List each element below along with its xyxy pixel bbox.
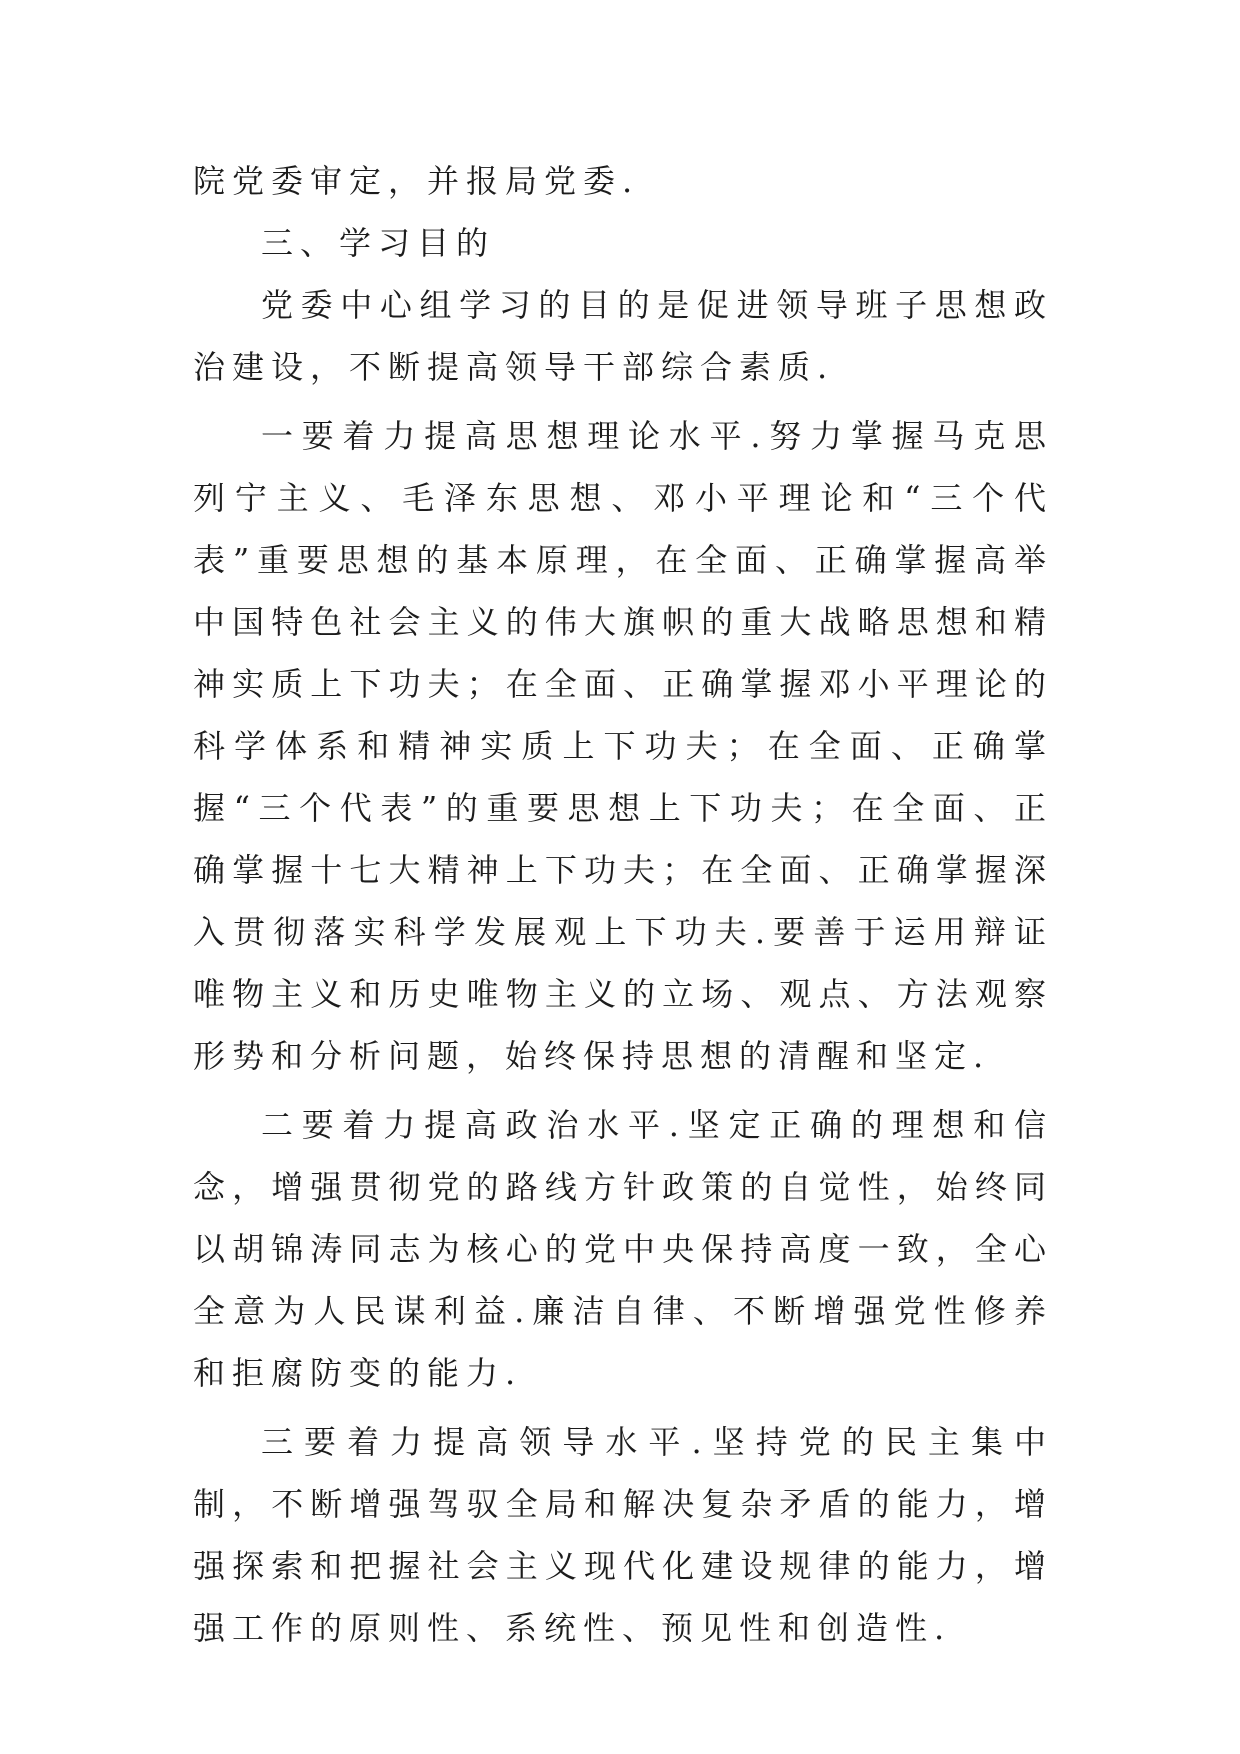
purpose-paragraph: 党委中心组学习的目的是促进领导班子思想政治建设，不断提高领导干部综合素质. [193,286,1053,386]
politics-paragraph: 二要着力提高政治水平.坚定正确的理想和信念，增强贯彻党的路线方针政策的自觉性，始终同以胡锦涛同志为核心的党中央保持高度一致，全心全意为人民谋利益.廉洁自律、不断增强党性修养和拒腐防变的能力. [193,1106,1053,1392]
section-heading: 三、学习目的 [261,224,496,262]
continuation-paragraph: 院党委审定，并报局党委. [193,162,640,200]
theory-paragraph: 一要着力提高思想理论水平.努力掌握马克思列宁主义、毛泽东思想、邓小平理论和“三个代表”重要思想的基本原理，在全面、正确掌握高举中国特色社会主义的伟大旗帜的重大战略思想和精神实质上下功夫；在全面、正确掌握邓小平理论的科学体系和精神实质上下功夫；在全面、正确掌握“三个代表”的重要思想上下功夫；在全面、正确掌握十七大精神上下功夫；在全面、正确掌握深入贯彻落实科学发展观上下功夫.要善于运用辩证唯物主义和历史唯物主义的立场、观点、方法观察形势和分析问题，始终保持思想的清醒和坚定. [193,417,1053,1075]
document-body [193,150,1053,1659]
leadership-paragraph: 三要着力提高领导水平.坚持党的民主集中制，不断增强驾驭全局和解决复杂矛盾的能力，增强探索和把握社会主义现代化建设规律的能力，增强工作的原则性、系统性、预见性和创造性. [193,1423,1053,1647]
